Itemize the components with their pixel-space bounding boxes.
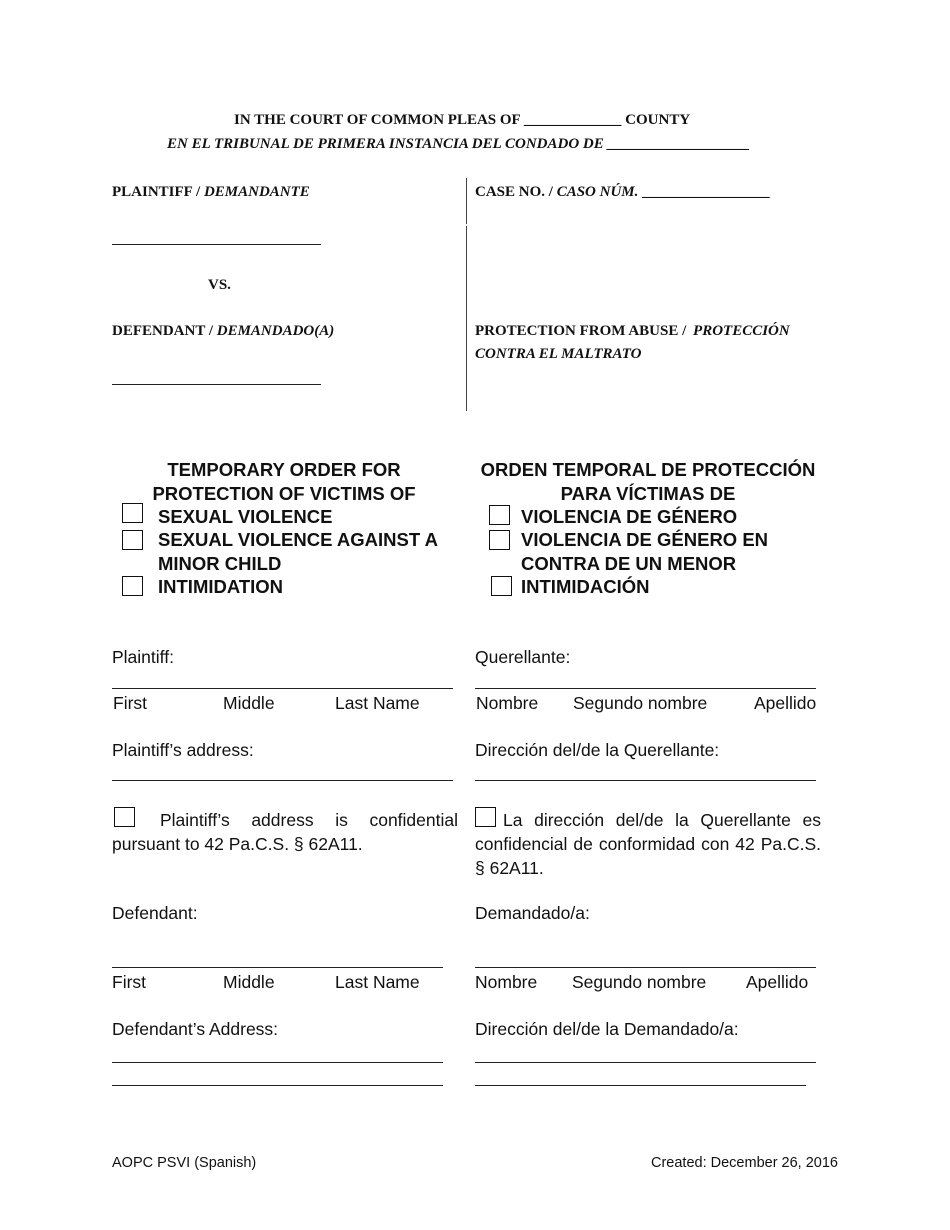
intimidation-checkbox[interactable] [122, 576, 143, 596]
opcion-contra-menor: CONTRA DE UN MENOR [521, 553, 737, 574]
defendant-label: Defendant: [112, 903, 198, 923]
order-title-en-2: PROTECTION OF VICTIMS OF [152, 483, 416, 504]
querellante-apellido-label: Apellido [754, 693, 817, 713]
defendant-address-line-2[interactable] [112, 1085, 443, 1086]
demandado-apellido-label: Apellido [746, 972, 809, 992]
defendant-middle-label: Middle [223, 972, 275, 992]
defendant-address-line-1[interactable] [112, 1062, 443, 1063]
caption-divider-top [466, 178, 467, 224]
opcion-intimidacion: INTIMIDACIÓN [521, 576, 650, 597]
demandado-address-label: Dirección del/de la Demandado/a: [475, 1019, 739, 1039]
demandado-address-line-1[interactable] [475, 1062, 816, 1063]
demandado-segundo-label: Segundo nombre [572, 972, 707, 992]
querellante-segundo-label: Segundo nombre [573, 693, 708, 713]
plaintiff-address-line[interactable] [112, 780, 453, 781]
demandado-nombre-label: Nombre [475, 972, 538, 992]
defendant-first-label: First [112, 972, 147, 992]
plaintiff-confidential-text: Plaintiff’s address is confidential pursuant to 42 Pa.C.S. § 62A11. [112, 810, 458, 854]
order-title-es-1: ORDEN TEMPORAL DE PROTECCIÓN [480, 459, 816, 480]
querellante-address-line[interactable] [475, 780, 816, 781]
defendant-caption-line[interactable] [112, 384, 321, 385]
order-title-es-2: PARA VÍCTIMAS DE [560, 483, 736, 504]
plaintiff-address-label: Plaintiff’s address: [112, 740, 254, 760]
form-id: AOPC PSVI (Spanish) [112, 1155, 257, 1171]
versus-label: VS. [208, 277, 231, 293]
opcion-violencia-genero: VIOLENCIA DE GÉNERO [521, 506, 738, 527]
plaintiff-label: Plaintiff: [112, 647, 174, 667]
county-blank-en[interactable]: _____________ [523, 112, 622, 128]
violencia-genero-menor-checkbox[interactable] [489, 530, 510, 550]
case-number-label: CASE NO. / CASO NÚM. _________________ [475, 184, 770, 200]
option-minor-child: MINOR CHILD [158, 553, 282, 574]
demandado-name-line[interactable] [475, 967, 816, 968]
plaintiff-first-label: First [113, 693, 148, 713]
querellante-label: Querellante: [475, 647, 571, 667]
plaintiff-caption-line[interactable] [112, 244, 321, 245]
sexual-violence-checkbox[interactable] [122, 503, 143, 523]
court-header-es: EN EL TRIBUNAL DE PRIMERA INSTANCIA DEL CONDADO DE ___________________ [167, 136, 751, 152]
querellante-name-line[interactable] [475, 688, 816, 689]
sexual-violence-minor-checkbox[interactable] [122, 530, 143, 550]
county-blank-es[interactable]: ___________________ [607, 136, 751, 152]
option-sexual-violence: SEXUAL VIOLENCE [158, 506, 333, 527]
defendant-address-label: Defendant’s Address: [112, 1019, 279, 1039]
querellante-address-label: Dirección del/de la Querellante: [475, 740, 720, 760]
demandado-label: Demandado/a: [475, 903, 590, 923]
plaintiff-middle-label: Middle [223, 693, 275, 713]
defendant-name-line[interactable] [112, 967, 443, 968]
querellante-nombre-label: Nombre [476, 693, 539, 713]
option-intimidation: INTIMIDATION [158, 576, 284, 597]
pfa-label-es: CONTRA EL MALTRATO [475, 346, 642, 362]
defendant-caption-label: DEFENDANT / DEMANDADO(A) [112, 323, 335, 339]
defendant-last-label: Last Name [335, 972, 420, 992]
plaintiff-caption-label: PLAINTIFF / DEMANDANTE [112, 184, 310, 200]
created-date: Created: December 26, 2016 [651, 1155, 838, 1171]
plaintiff-last-label: Last Name [335, 693, 420, 713]
querellante-confidential-text: La dirección del/de la Querellante es confidencial de conformidad con 42 Pa.C.S. § 62A11. [475, 810, 821, 878]
pfa-label: PROTECTION FROM ABUSE / PROTECCIÓN [475, 323, 790, 339]
violencia-genero-checkbox[interactable] [489, 505, 510, 525]
plaintiff-name-line[interactable] [112, 688, 453, 689]
option-sexual-violence-minor: SEXUAL VIOLENCE AGAINST A [158, 529, 438, 550]
court-header-en: IN THE COURT OF COMMON PLEAS OF _____________ COUNTY [234, 112, 691, 128]
demandado-address-line-2[interactable] [475, 1085, 806, 1086]
order-title-en-1: TEMPORARY ORDER FOR [167, 459, 401, 480]
opcion-violencia-genero-menor: VIOLENCIA DE GÉNERO EN [521, 529, 769, 550]
caption-divider [466, 226, 467, 411]
intimidacion-checkbox[interactable] [491, 576, 512, 596]
case-number-blank[interactable]: _________________ [642, 184, 770, 200]
